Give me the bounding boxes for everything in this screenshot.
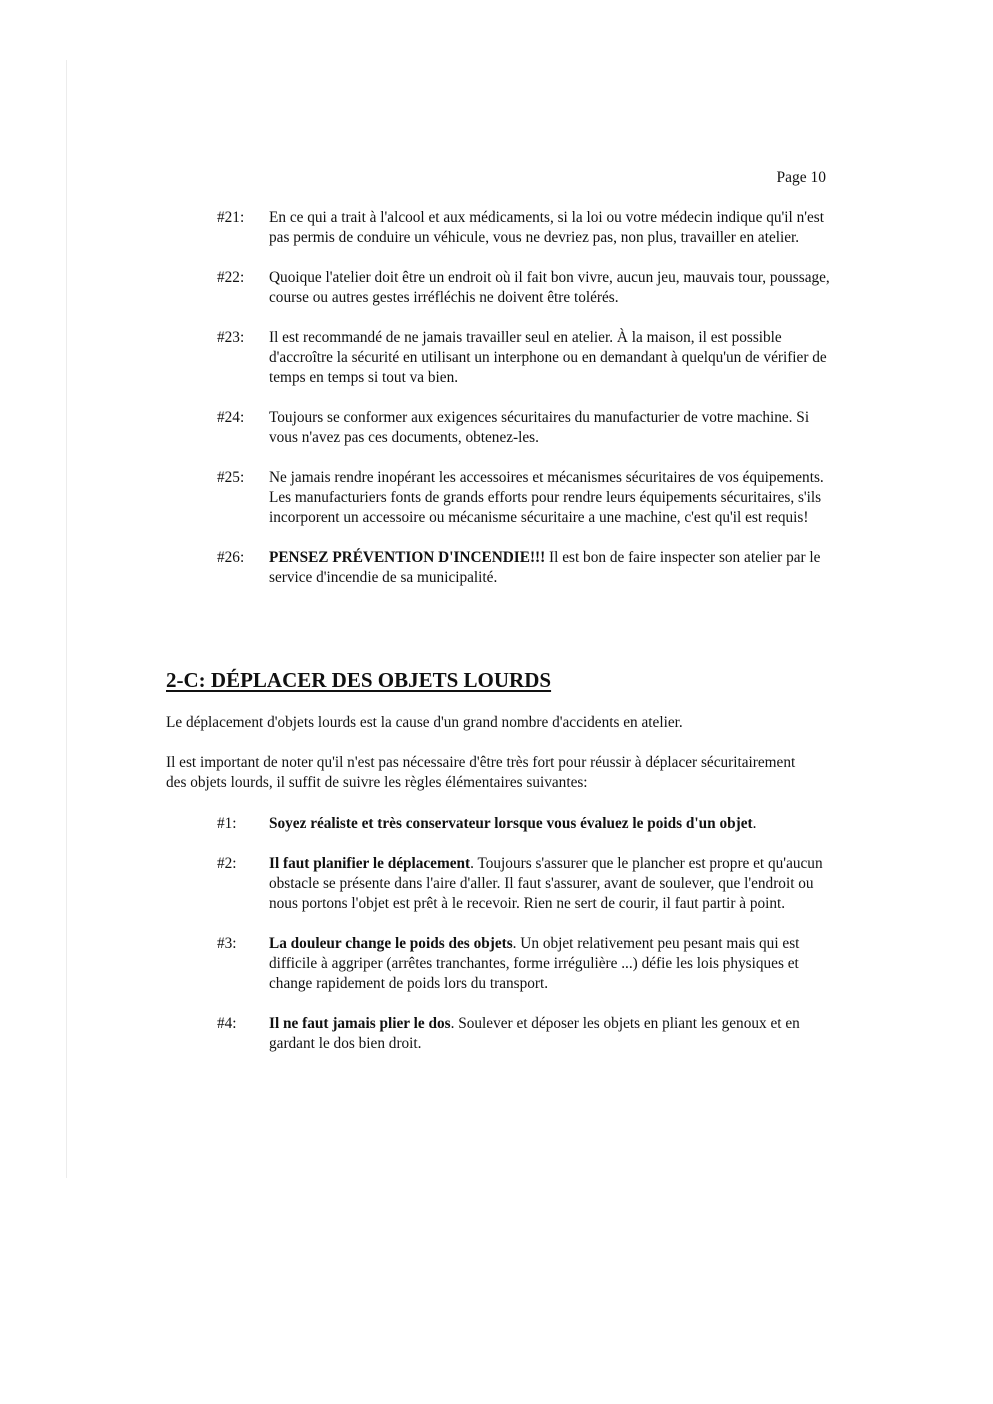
item-body: En ce qui a trait à l'alcool et aux médicaments, si la loi ou votre médecin indique qu'il n'est pas permis de conduire un véhicule, vous ne devriez pas, non plus, travailler en atelier. (269, 209, 824, 246)
item-number: #3: (217, 935, 237, 952)
lifting-rules-list (217, 814, 832, 1074)
list-item (217, 814, 832, 834)
list-item (217, 1014, 832, 1054)
item-number: #26: (217, 549, 245, 566)
item-text (269, 269, 830, 306)
item-body: Il est bon de faire inspecter son atelier par le service d'incendie de sa municipalité. (269, 549, 821, 586)
page-number: Page 10 (776, 169, 826, 186)
item-body: . Toujours s'assurer que le plancher est propre et qu'aucun obstacle se présente dans l'aire d'aller. Il faut s'assurer, avant de soulever, que l'endroit ou nous portons l'objet est prêt à le recevoir. Rien ne sert de courir, il faut partir à point. (269, 855, 823, 912)
item-text (269, 1015, 800, 1052)
item-text (269, 815, 756, 832)
list-item (217, 408, 832, 448)
item-text (269, 329, 827, 386)
item-body: Ne jamais rendre inopérant les accessoires et mécanismes sécuritaires de vos équipements. Les manufacturiers fonts de grands efforts pour rendre leurs équipements sécuritaires, s'ils incorporent un accessoire ou mécanisme sécuritaire a une machine, c'est qu'il est requis! (269, 469, 824, 526)
section-heading: 2-C: DÉPLACER DES OBJETS LOURDS (166, 668, 552, 692)
item-body: . (752, 815, 757, 832)
item-bold-lead: La douleur change le poids des objets (269, 935, 513, 952)
item-text (269, 409, 809, 446)
item-text (269, 469, 824, 526)
item-body: Il est recommandé de ne jamais travailler seul en atelier. À la maison, il est possible d'accroître la sécurité en utilisant un interphone ou en demandant à quelqu'un de vérifier de temps en temps si tout va bien. (269, 329, 827, 386)
scan-edge-line (66, 60, 67, 1178)
list-item (217, 328, 832, 388)
list-item (217, 934, 832, 994)
item-number: #25: (217, 469, 245, 486)
list-item (217, 468, 832, 528)
item-text (269, 549, 820, 586)
section-intro-paragraph: Il est important de noter qu'il n'est pas nécessaire d'être très fort pour réussir à déplacer sécuritairement des objets lourds, il suffit de suivre les règles élémentaires suivantes: (166, 754, 796, 791)
item-bold-lead: Soyez réaliste et très conservateur lorsque vous évaluez le poids d'un objet (269, 815, 753, 832)
list-item (217, 854, 832, 914)
item-bold-lead: Il ne faut jamais plier le dos (269, 1015, 451, 1032)
item-number: #22: (217, 269, 245, 286)
item-text (269, 855, 823, 912)
list-item (217, 208, 832, 248)
section-intro-paragraph: Le déplacement d'objets lourds est la cause d'un grand nombre d'accidents en atelier. (166, 714, 683, 731)
item-number: #4: (217, 1015, 237, 1032)
item-body: Toujours se conformer aux exigences sécuritaires du manufacturier de votre machine. Si vous n'avez pas ces documents, obtenez-les. (269, 409, 810, 446)
item-number: #21: (217, 209, 245, 226)
item-number: #23: (217, 329, 245, 346)
item-body: . Soulever et déposer les objets en pliant les genoux et en gardant le dos bien droit. (269, 1015, 800, 1052)
item-body: Quoique l'atelier doit être un endroit où il fait bon vivre, aucun jeu, mauvais tour, poussage, course ou autres gestes irréfléchis ne doivent être tolérés. (269, 269, 830, 306)
item-number: #2: (217, 855, 237, 872)
item-text (269, 935, 799, 992)
item-number: #24: (217, 409, 245, 426)
item-number: #1: (217, 815, 237, 832)
list-item (217, 268, 832, 308)
item-body: . Un objet relativement peu pesant mais qui est difficile à aggriper (arrêtes tranchantes, forme irrégulière ...) défie les lois physiques et change rapidement de poids lors du transport. (269, 935, 800, 992)
item-bold-lead: PENSEZ PRÉVENTION D'INCENDIE!!! (269, 549, 546, 566)
rules-list (217, 208, 832, 608)
item-bold-lead: Il faut planifier le déplacement (269, 855, 471, 872)
list-item (217, 548, 832, 588)
item-text (269, 209, 824, 246)
